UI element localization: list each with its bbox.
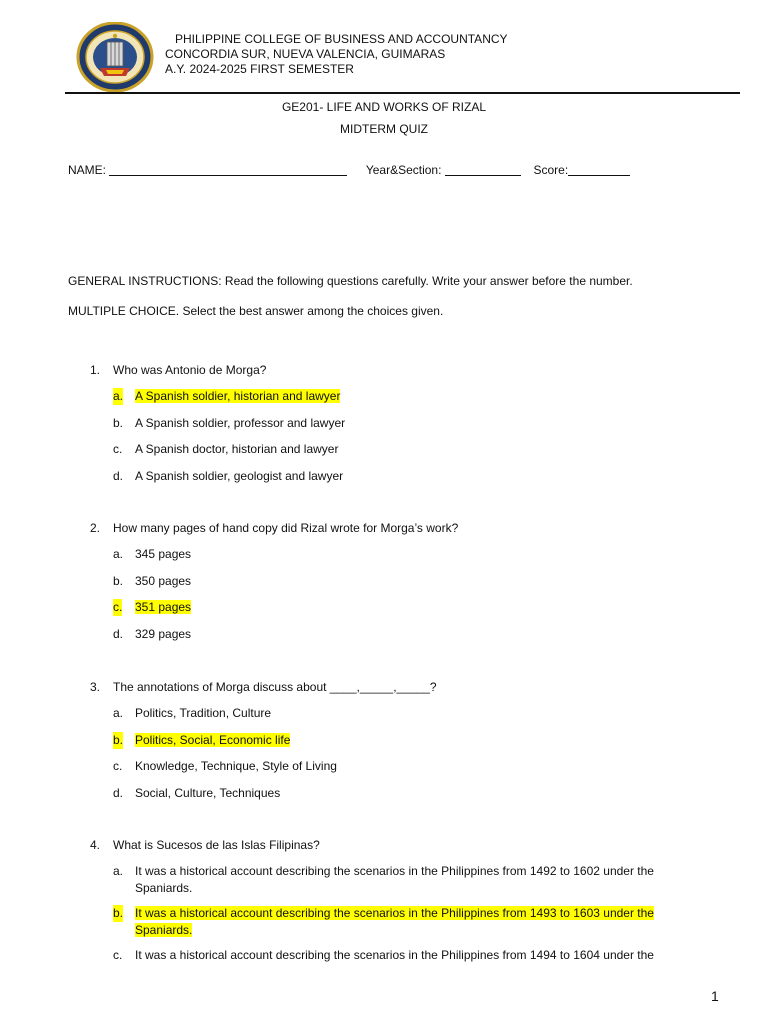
choice-text: 350 pages (135, 573, 192, 588)
general-instructions-label: GENERAL INSTRUCTIONS: (68, 274, 222, 288)
choice-letter: a. (113, 706, 124, 720)
choice-a (90, 705, 690, 722)
general-instructions-text: Read the following questions carefully. Write your answer before the number. (221, 274, 633, 288)
choice-b (90, 573, 690, 590)
choice-text: Politics, Tradition, Culture (135, 706, 272, 720)
choice-letter: b. (113, 732, 124, 747)
choice-letter: c. (113, 948, 123, 962)
choice-a (90, 863, 690, 897)
question-3 (90, 679, 690, 811)
score-blank[interactable] (568, 165, 630, 176)
question-number: 2. (90, 521, 101, 535)
choice-a (90, 546, 690, 563)
choice-text: A Spanish soldier, geologist and lawyer (135, 468, 344, 483)
choice-letter: c. (113, 442, 123, 456)
choice-letter: b. (113, 573, 124, 588)
choice-b (90, 732, 690, 749)
choice-letter: b. (113, 415, 124, 430)
school-header (165, 32, 508, 77)
choice-letter: d. (113, 626, 124, 641)
multiple-choice-label: MULTIPLE CHOICE. (68, 304, 180, 318)
choice-d (90, 626, 690, 643)
question-4 (90, 837, 690, 972)
header-divider (65, 92, 740, 94)
question-stem (90, 362, 690, 379)
choice-letter: b. (113, 906, 124, 920)
choice-a (90, 388, 690, 405)
choice-letter: a. (113, 389, 124, 403)
choice-text: It was a historical account describing the scenarios in the Philippines from 1492 to 1602 under the Spaniards. (135, 864, 654, 895)
question-text: Who was Antonio de Morga? (113, 363, 267, 377)
page-number: 1 (711, 988, 719, 1004)
question-text: How many pages of hand copy did Rizal wrote for Morga’s work? (113, 521, 459, 535)
school-name: PHILIPPINE COLLEGE OF BUSINESS AND ACCOUNTANCY (175, 32, 508, 46)
year-section-label: Year&Section: (365, 163, 442, 177)
choice-letter: a. (113, 864, 124, 878)
choice-text: Politics, Social, Economic life (135, 732, 291, 747)
choice-text: Social, Culture, Techniques (135, 785, 281, 800)
choice-text: Knowledge, Technique, Style of Living (135, 759, 337, 773)
school-address: CONCORDIA SUR, NUEVA VALENCIA, GUIMARAS (165, 47, 446, 61)
choice-c (90, 441, 690, 458)
name-blank[interactable] (109, 165, 347, 176)
multiple-choice-text: Select the best answer among the choices given. (179, 304, 444, 318)
course-title: GE201- LIFE AND WORKS OF RIZAL (281, 100, 487, 114)
academic-year: A.Y. 2024-2025 FIRST SEMESTER (165, 62, 354, 76)
name-label: NAME: (68, 163, 107, 177)
choice-text: It was a historical account describing the scenarios in the Philippines from 1494 to 1604 under the (135, 948, 654, 962)
choice-text: A Spanish doctor, historian and lawyer (135, 442, 339, 456)
question-stem (90, 520, 690, 537)
choice-b (90, 415, 690, 432)
question-stem (90, 679, 690, 696)
choice-text: 351 pages (135, 600, 192, 614)
choice-text: 345 pages (135, 547, 192, 561)
choice-c (90, 599, 690, 616)
choice-text: A Spanish soldier, professor and lawyer (135, 415, 346, 430)
choice-text: 329 pages (135, 626, 192, 641)
choice-letter: c. (113, 600, 123, 614)
question-text: What is Sucesos de las Islas Filipinas? (113, 838, 320, 852)
exam-title: MIDTERM QUIZ (340, 122, 428, 136)
choice-text: A Spanish soldier, historian and lawyer (135, 389, 341, 403)
question-1 (90, 362, 690, 494)
student-info-row (68, 163, 630, 177)
general-instructions (68, 274, 633, 289)
question-stem (90, 837, 690, 854)
question-number: 3. (90, 680, 101, 694)
choice-d (90, 468, 690, 485)
choice-b (90, 905, 690, 939)
school-seal-logo (76, 22, 154, 92)
choice-letter: d. (113, 468, 124, 483)
question-number: 4. (90, 838, 101, 852)
question-2 (90, 520, 690, 652)
choice-d (90, 785, 690, 802)
choice-letter: a. (113, 547, 124, 561)
choice-c (90, 758, 690, 775)
choice-text: It was a historical account describing the scenarios in the Philippines from 1493 to 1603 under the Spaniards. (135, 906, 654, 937)
question-number: 1. (90, 363, 101, 377)
year-section-blank[interactable] (445, 165, 521, 176)
question-text: The annotations of Morga discuss about ____,_____,_____? (113, 680, 437, 694)
multiple-choice-instructions (68, 304, 443, 319)
score-label: Score: (533, 163, 569, 177)
choice-letter: c. (113, 759, 123, 773)
choice-letter: d. (113, 785, 124, 800)
choice-c (90, 947, 690, 964)
